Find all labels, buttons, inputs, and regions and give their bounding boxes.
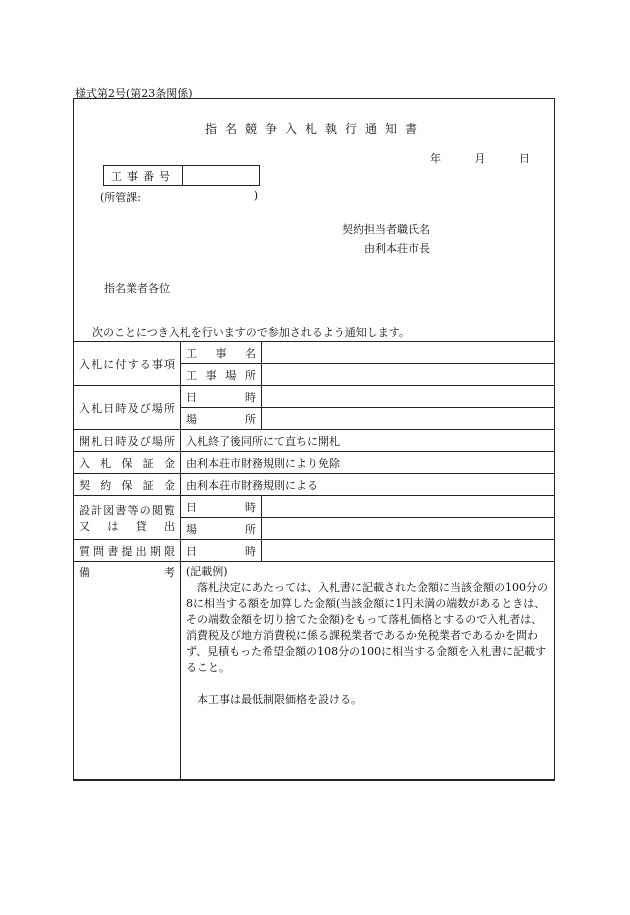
- sub-label-datetime: 日時: [181, 496, 262, 518]
- table-row: [74, 562, 555, 781]
- table-row: [74, 430, 555, 452]
- sub-label-construction-name: 工事名: [181, 342, 262, 364]
- sub-label-datetime: 日時: [181, 540, 262, 562]
- month-label: 月: [474, 152, 486, 165]
- row-label-bid-deposit: 入札保証金: [74, 452, 181, 474]
- construction-site-value[interactable]: [262, 364, 555, 386]
- table-row: [74, 386, 555, 408]
- construction-number-box: [103, 165, 260, 186]
- construction-name-value[interactable]: [262, 342, 555, 364]
- date-line: [430, 150, 530, 166]
- sub-label-datetime: 日時: [181, 386, 262, 408]
- remarks-heading: (記載例): [186, 565, 228, 578]
- bid-datetime-value[interactable]: [262, 386, 555, 408]
- signer-title: 契約担当者職氏名: [342, 223, 430, 236]
- department-line: [100, 189, 258, 205]
- contract-deposit-value: 由利本荘市財務規則による: [181, 474, 555, 496]
- department-close: ): [253, 189, 258, 202]
- day-label: 日: [519, 152, 530, 165]
- row-label-question-deadline: 質問書提出期限: [74, 540, 181, 562]
- notice-table: [73, 341, 555, 781]
- table-row: [74, 474, 555, 496]
- design-docs-datetime-value[interactable]: [262, 496, 555, 518]
- table-row: [74, 452, 555, 474]
- document-title: 指名競争入札執行通知書: [204, 122, 425, 136]
- row-label-remarks: 備考: [74, 562, 181, 781]
- sub-label-place: 場所: [181, 408, 262, 430]
- construction-number-label: 工事番号: [104, 166, 183, 185]
- table-row: [74, 496, 555, 518]
- table-row: [74, 342, 555, 364]
- department-open: (所管課:: [100, 191, 141, 204]
- design-docs-place-value[interactable]: [262, 518, 555, 540]
- row-label-opening: 開札日時及び場所: [74, 430, 181, 452]
- remarks-paragraph-1: 落札決定にあたっては、入札書に記載された金額に当該金額の100分の8に相当する額を加算した金額(当該金額に1円未満の端数があるときは、その端数金額を切り捨てた金額)をもって落札価格とするので入札者は、消費税及び地方消費税に係る課税業者であるか免税業者であるかを問わず、見積もった希望金額の108分の100に相当する金額を入札書に記載すること。: [186, 581, 548, 674]
- bid-deposit-value: 由利本荘市財務規則により免除: [181, 452, 555, 474]
- form-number: 様式第2号(第23条関係): [75, 87, 193, 100]
- sub-label-place: 場所: [181, 518, 262, 540]
- bid-place-value[interactable]: [262, 408, 555, 430]
- addressee: 指名業者各位: [104, 282, 170, 295]
- row-label-bid-datetime-place: 入札日時及び場所: [74, 386, 181, 430]
- remarks-cell: [181, 562, 555, 781]
- sub-label-construction-site: 工事場所: [181, 364, 262, 386]
- row-label-contract-deposit: 契約保証金: [74, 474, 181, 496]
- question-deadline-value[interactable]: [262, 540, 555, 562]
- row-label-bidding-item: 入札に付する事項: [74, 342, 181, 386]
- intro-text: 次のことにつき入札を行いますので参加されるよう通知します。: [92, 326, 410, 339]
- row-label-design-docs: 設計図書等の閲覧又は貸出: [74, 496, 181, 540]
- table-row: [74, 540, 555, 562]
- opening-value: 入札終了後同所にて直ちに開札: [181, 430, 555, 452]
- signer-name: 由利本荘市長: [364, 242, 430, 255]
- year-label: 年: [430, 152, 441, 165]
- remarks-paragraph-2: 本工事は最低制限価格を設ける。: [197, 693, 362, 706]
- signer-block: [342, 220, 430, 258]
- construction-number-value[interactable]: [183, 166, 259, 185]
